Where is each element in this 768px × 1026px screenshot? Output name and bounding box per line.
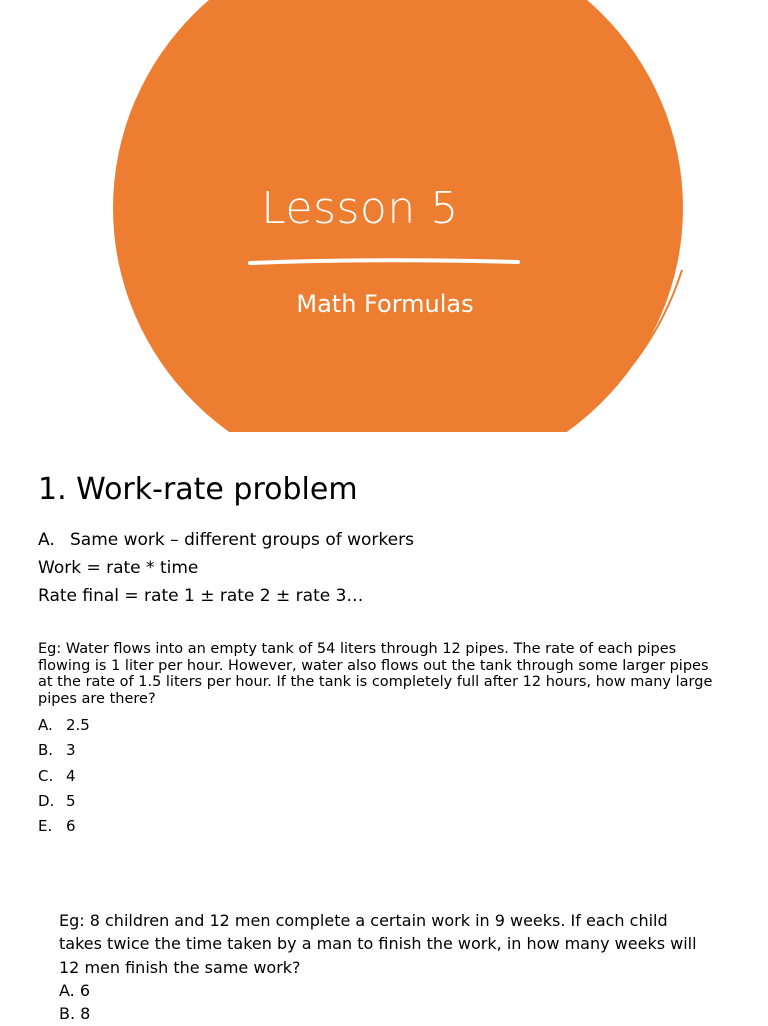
- list-item: [38, 764, 90, 789]
- list-item: A. 6: [59, 981, 91, 1000]
- option-value: 2.5: [66, 716, 90, 734]
- option-value: 4: [66, 766, 76, 785]
- slide-title: Lesson 5: [261, 183, 459, 234]
- example-2-options: [59, 979, 90, 1026]
- list-item: [38, 713, 90, 738]
- title-slide: [0, 0, 768, 432]
- rule-a-text: Same work – different groups of workers: [70, 530, 414, 550]
- option-letter: B.: [38, 741, 54, 760]
- option-value: 3: [66, 741, 76, 760]
- option-letter: C.: [38, 766, 54, 785]
- list-item: B. 8: [59, 1004, 91, 1024]
- rule-work-formula: Work = rate * time: [38, 558, 199, 578]
- list-item: [38, 738, 90, 763]
- option-letter: A.: [38, 716, 53, 734]
- slide-subtitle: Math Formulas: [296, 290, 474, 318]
- example-1-question: Eg: Water flows into an empty tank of 54 liters through 12 pipes. The rate of each pipes flowing is 1 liter per hour. However, water also flows out the tank through some larger pipes at the rate of 1.5 liters per hour. If the tank is completely full after 12 hours, how many large pipes are there?: [38, 641, 713, 707]
- content-slide: [0, 432, 768, 1024]
- list-item: [38, 789, 90, 814]
- example-2-question: Eg: 8 children and 12 men complete a certain work in 9 weeks. If each child takes twice the time taken by a man to finish the work, in how many weeks will 12 men finish the same work?: [59, 911, 697, 977]
- option-value: 6: [66, 817, 76, 836]
- section-heading: 1. Work-rate problem: [38, 472, 358, 507]
- option-letter: E.: [38, 817, 53, 836]
- list-item: [38, 814, 90, 839]
- option-value: 5: [66, 791, 76, 810]
- rule-a-label: A.: [38, 530, 55, 550]
- example-1-options: [38, 713, 90, 839]
- rule-same-work: [38, 528, 414, 552]
- option-letter: D.: [38, 791, 55, 810]
- rule-rate-formula: Rate final = rate 1 ± rate 2 ± rate 3…: [38, 586, 364, 606]
